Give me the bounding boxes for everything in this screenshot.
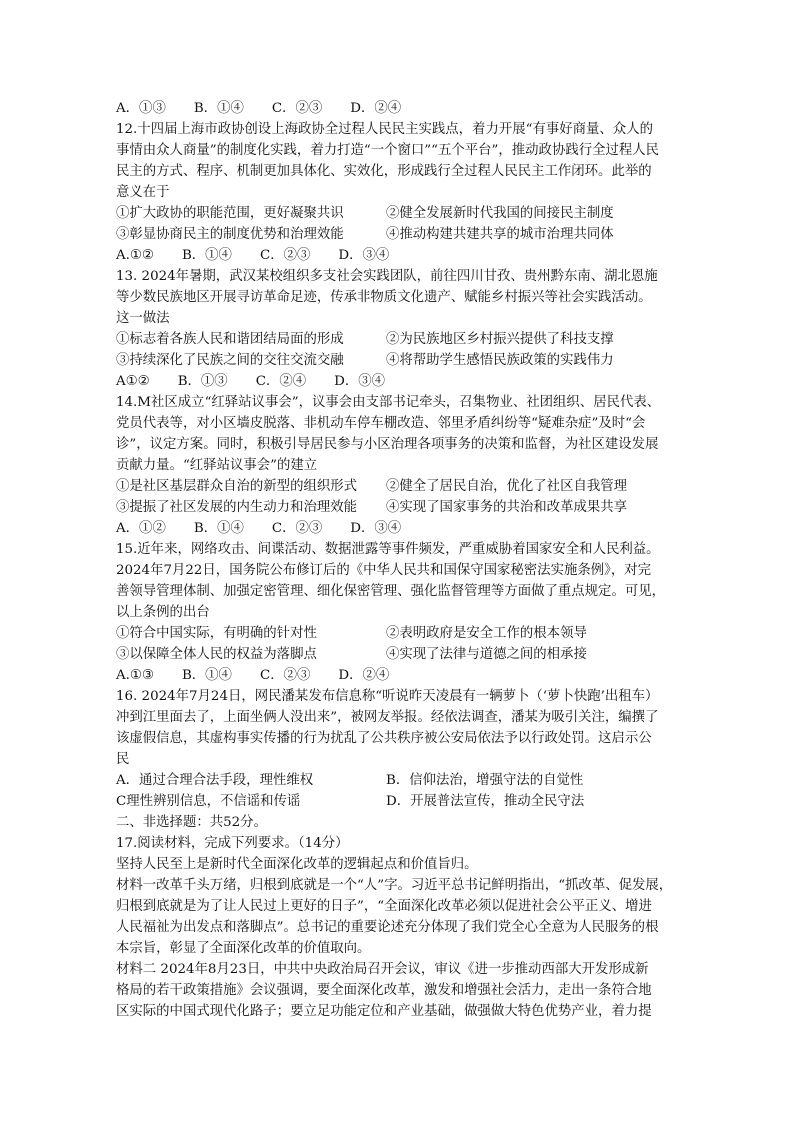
q13-stem-line: 这一做法	[116, 311, 170, 326]
q14-answer-d: D．③④	[350, 521, 402, 536]
question-15	[116, 539, 684, 686]
q17-title: 17.阅读材料，完成下列要求。（14分）	[116, 836, 349, 851]
q14-option-2: ②健全了居民自治，优化了社区自我管理	[386, 479, 628, 494]
q11-answer-d: D．②④	[350, 101, 402, 116]
q16-stem-line: 民	[116, 752, 130, 767]
q13-option-2: ②为民族地区乡村振兴提供了科技支撑	[386, 332, 614, 347]
q16-stem-line: 冲到江里面去了，上面坐俩人没出来”，被网友举报。经依法调查，潘某为吸引关注，编撰了	[116, 710, 659, 725]
q12-stem-line: 民主的方式、程序、机制更加具体化、实效化，形成践行全过程人民民主工作闭环。此举的	[116, 164, 652, 179]
q12-answer-d: D．③④	[338, 248, 390, 263]
q14-stem-line: 贡献力量。“红驿站议事会”的建立	[116, 458, 318, 473]
q14-stem-line: 14.M社区成立“红驿站议事会”，议事会由支部书记牵头，召集物业、社团组织、居民代表、	[116, 395, 661, 410]
q12-stem-line: 意义在于	[116, 185, 170, 200]
q14-answer-a: A．①②	[116, 521, 166, 536]
q13-option-3: ③持续深化了民族之间的交往交流交融	[116, 353, 344, 368]
q15-answer-b: B．①④	[181, 668, 232, 683]
q12-stem-line: 事情由众人商量”的制度化实践，着力打造“一个窗口”“五个平台”，推动政协践行全过程人民	[116, 143, 660, 158]
q16-stem-line: 16. 2024年7月24日，网民潘某发布信息称“听说昨天凌晨有一辆萝卜（‘萝卜快跑’出租车）	[116, 689, 659, 704]
exam-page	[116, 98, 684, 1022]
q13-answer-d: D．③④	[334, 374, 386, 389]
q13-answer-row	[116, 371, 684, 392]
q15-answer-row	[116, 665, 684, 686]
q12-option-3: ③彰显协商民主的制度优势和治理效能	[116, 227, 344, 242]
q15-stem-line: 2024年7月22日，国务院公布修订后的《中华人民共和国保守国家秘密法实施条例》，对完	[116, 563, 651, 578]
q15-answer-a: A.①③	[116, 668, 154, 683]
question-16	[116, 686, 684, 812]
q15-option-row	[116, 623, 684, 644]
section-heading: 二、非选择题：共52分。	[116, 815, 267, 830]
q13-answer-a: A①②	[116, 374, 150, 389]
question-17	[116, 833, 684, 1022]
q16-option-row	[116, 791, 684, 812]
question-13	[116, 266, 684, 392]
q12-answer-b: B．①④	[181, 248, 232, 263]
q14-option-4: ④实现了国家事务的共治和改革成果共享	[386, 500, 628, 515]
q14-answer-row	[116, 518, 684, 539]
q12-answer-row	[116, 245, 684, 266]
q15-answer-d: D．②④	[338, 668, 390, 683]
q12-option-row	[116, 203, 684, 224]
q15-stem-line: 以上条例的出台	[116, 605, 210, 620]
q15-option-4: ④实现了法律与道德之间的相承接	[386, 647, 587, 662]
q13-option-4: ④将帮助学生感悟民族政策的实践伟力	[386, 353, 614, 368]
q14-option-row	[116, 497, 684, 518]
q13-answer-c: C．②④	[255, 374, 307, 389]
question-12	[116, 119, 684, 266]
q12-option-row	[116, 224, 684, 245]
q11-answer-b: B．①④	[193, 101, 244, 116]
q16-option-c: C理性辨别信息，不信谣和传谣	[116, 794, 301, 809]
q15-answer-c: C．②③	[259, 668, 311, 683]
q12-stem-line: 12.十四届上海市政协创设上海政协全过程人民民主实践点，着力开展“有事好商量、众人的	[116, 122, 653, 137]
q17-text-line: 格局的若干政策措施》会议强调，要全面深化改革，激发和增强社会活力，走出一条符合地	[116, 983, 652, 998]
q15-option-row	[116, 644, 684, 665]
q13-answer-b: B．①③	[177, 374, 228, 389]
q16-option-row	[116, 770, 684, 791]
q17-text-line: 人民福祉为出发点和落脚点”。总书记的重要论述充分体现了我们党全心全意为人民服务的根	[116, 920, 659, 935]
q15-stem-line: 15.近年来，网络攻击、间谍活动、数据泄露等事件频发，严重威胁着国家安全和人民利益。	[116, 542, 660, 557]
question-14	[116, 392, 684, 539]
q15-option-1: ①符合中国实际，有明确的针对性	[116, 626, 317, 641]
q14-stem-line: 党员代表等，对小区墙皮脱落、非机动车停车棚改造、邻里矛盾纠纷等“疑难杂症”及时“会	[116, 416, 646, 431]
q14-stem-line: 诊”，议定方案。同时，积极引导居民参与小区治理各项事务的决策和监督，为社区建设发展	[116, 437, 659, 452]
q13-option-row	[116, 329, 684, 350]
q13-stem-line: 等少数民族地区开展寻访革命足迹，传承非物质文化遗产、赋能乡村振兴等社会实践活动。	[116, 290, 652, 305]
q12-answer-c: C．②③	[259, 248, 311, 263]
q14-answer-b: B．①④	[193, 521, 244, 536]
q15-stem-line: 善领导管理体制、加强定密管理、细化保密管理、强化监督管理等方面做了重点规定。可见，	[116, 584, 666, 599]
q12-answer-a: A.①②	[116, 248, 154, 263]
q16-option-a: A．通过合理合法手段，理性维权	[116, 773, 314, 788]
q11-answer-c: C．②③	[271, 101, 323, 116]
q14-option-1: ①是社区基层群众自治的新型的组织形式	[116, 479, 358, 494]
q17-text-line: 归根到底就是为了让人民过上更好的日子”，“全面深化改革必须以促进社会公平正义、增进	[116, 899, 652, 914]
q17-text-line: 坚持人民至上是新时代全面深化改革的逻辑起点和价值旨归。	[116, 857, 478, 872]
q13-option-row	[116, 350, 684, 371]
q14-answer-c: C．②③	[271, 521, 323, 536]
q11-answer-row	[116, 98, 684, 119]
q16-stem-line: 该虚假信息，其虚构事实传播的行为扰乱了公共秩序被公安局依法予以行政处罚。这启示公	[116, 731, 652, 746]
q16-option-b: B．信仰法治，增强守法的自觉性	[386, 773, 584, 788]
q11-answer-a: A．①③	[116, 101, 166, 116]
q12-option-4: ④推动构建共建共享的城市治理共同体	[386, 227, 614, 242]
q14-option-row	[116, 476, 684, 497]
q13-stem-line: 13. 2024年暑期，武汉某校组织多支社会实践团队，前往四川甘孜、贵州黔东南、湖北恩施	[116, 269, 658, 284]
q16-option-d: D．开展普法宣传，推动全民守法	[386, 794, 585, 809]
q14-option-3: ③提振了社区发展的内生动力和治理效能	[116, 500, 358, 515]
q12-option-2: ②健全发展新时代我国的间接民主制度	[386, 206, 614, 221]
q17-text-line: 材料一改革千头万绪，归根到底就是一个“人”字。习近平总书记鲜明指出，“抓改革、促发展，	[116, 878, 673, 893]
q17-text-line: 本宗旨，彰显了全面深化改革的价值取向。	[116, 941, 371, 956]
q15-option-2: ②表明政府是安全工作的根本领导	[386, 626, 587, 641]
q17-text-line: 区实际的中国式现代化路子；要立足功能定位和产业基础，做强做大特色优势产业，着力提	[116, 1004, 652, 1019]
q13-option-1: ①标志着各族人民和谐团结局面的形成	[116, 332, 344, 347]
q17-text-line: 材料二 2024年8月23日，中共中央政治局召开会议，审议《进一步推动西部大开发形成新	[116, 962, 649, 977]
q15-option-3: ③以保障全体人民的权益为落脚点	[116, 647, 317, 662]
q12-option-1: ①扩大政协的职能范围，更好凝聚共识	[116, 206, 344, 221]
